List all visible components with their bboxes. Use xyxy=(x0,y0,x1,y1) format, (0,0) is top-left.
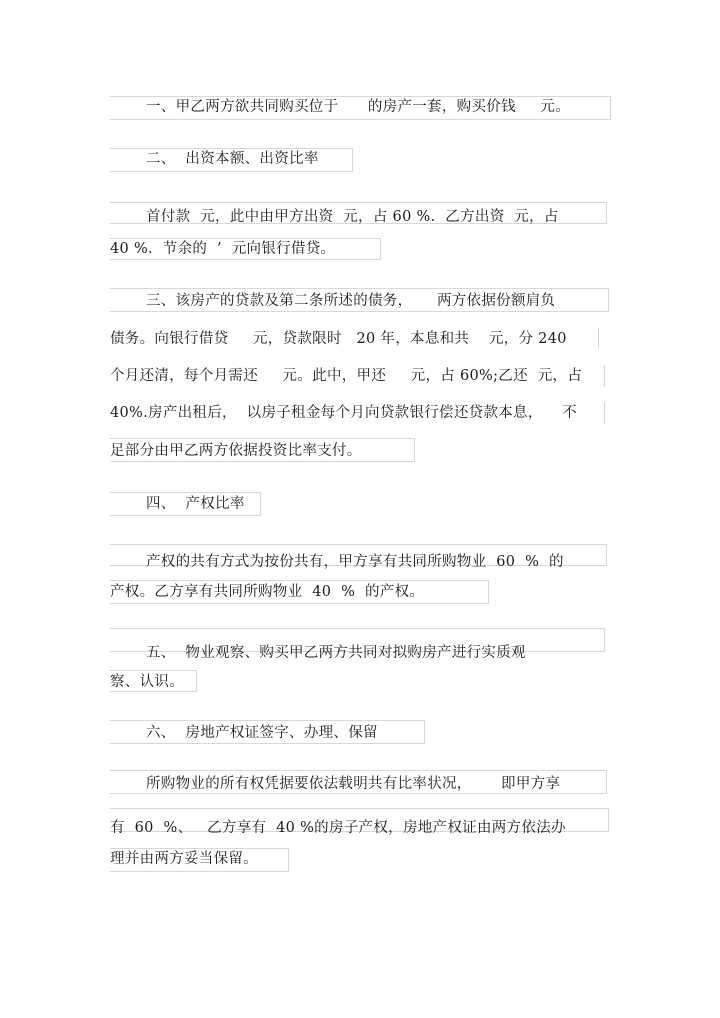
section-3-line-1: 债务。向银行借贷 元，贷款限时 20 年，本息和共 元，分 240 xyxy=(110,331,567,347)
section-3-line-4: 足部分由甲乙两方依据投资比率支付。 xyxy=(110,443,362,459)
scan-tick xyxy=(604,365,605,387)
section-5-heading: 五、 物业观察、购买甲乙两方共同对拟购房产进行实质观 xyxy=(146,645,526,661)
section-2-heading: 二、 出资本额、出资比率 xyxy=(146,151,319,167)
section-5-line-1: 察、认识。 xyxy=(110,674,184,690)
section-2-line-2: 40 %. 节余的 ’ 元向银行借贷。 xyxy=(110,241,336,257)
scan-tick xyxy=(598,328,599,348)
section-1-heading: 一、甲乙两方欲共同购买位于 的房产一套，购买价钱 元。 xyxy=(146,99,570,115)
section-6-heading: 六、 房地产权证签字、办理、保留 xyxy=(146,725,378,741)
section-3-heading: 三、该房产的贷款及第二条所述的债务， 两方依据份额肩负 xyxy=(146,293,556,309)
section-2-line-1: 首付款 元，此中由甲方出资 元，占 60 %. 乙方出资 元，占 xyxy=(146,209,559,225)
scan-tick xyxy=(604,402,605,424)
section-3-line-2: 个月还清，每个月需还 元。此中，甲还 元，占 60%;乙还 元，占 xyxy=(110,368,583,384)
section-4-line-2: 产权。乙方享有共同所购物业 40 % 的产权。 xyxy=(110,584,425,600)
section-3-line-3: 40%.房产出租后， 以房子租金每个月向贷款银行偿还贷款本息， 不 xyxy=(110,405,578,421)
section-6-line-1: 所购物业的所有权凭据要依法载明共有比率状况， 即甲方享 xyxy=(146,776,561,792)
section-4-line-1: 产权的共有方式为按份共有，甲方享有共同所购物业 60 % 的 xyxy=(146,554,564,570)
section-6-line-2: 有 60 %、 乙方享有 40 %的房子产权，房地产权证由两方依法办 xyxy=(110,820,566,836)
section-6-line-3: 理并由两方妥当保留。 xyxy=(110,851,258,867)
section-4-heading: 四、 产权比率 xyxy=(146,496,245,512)
